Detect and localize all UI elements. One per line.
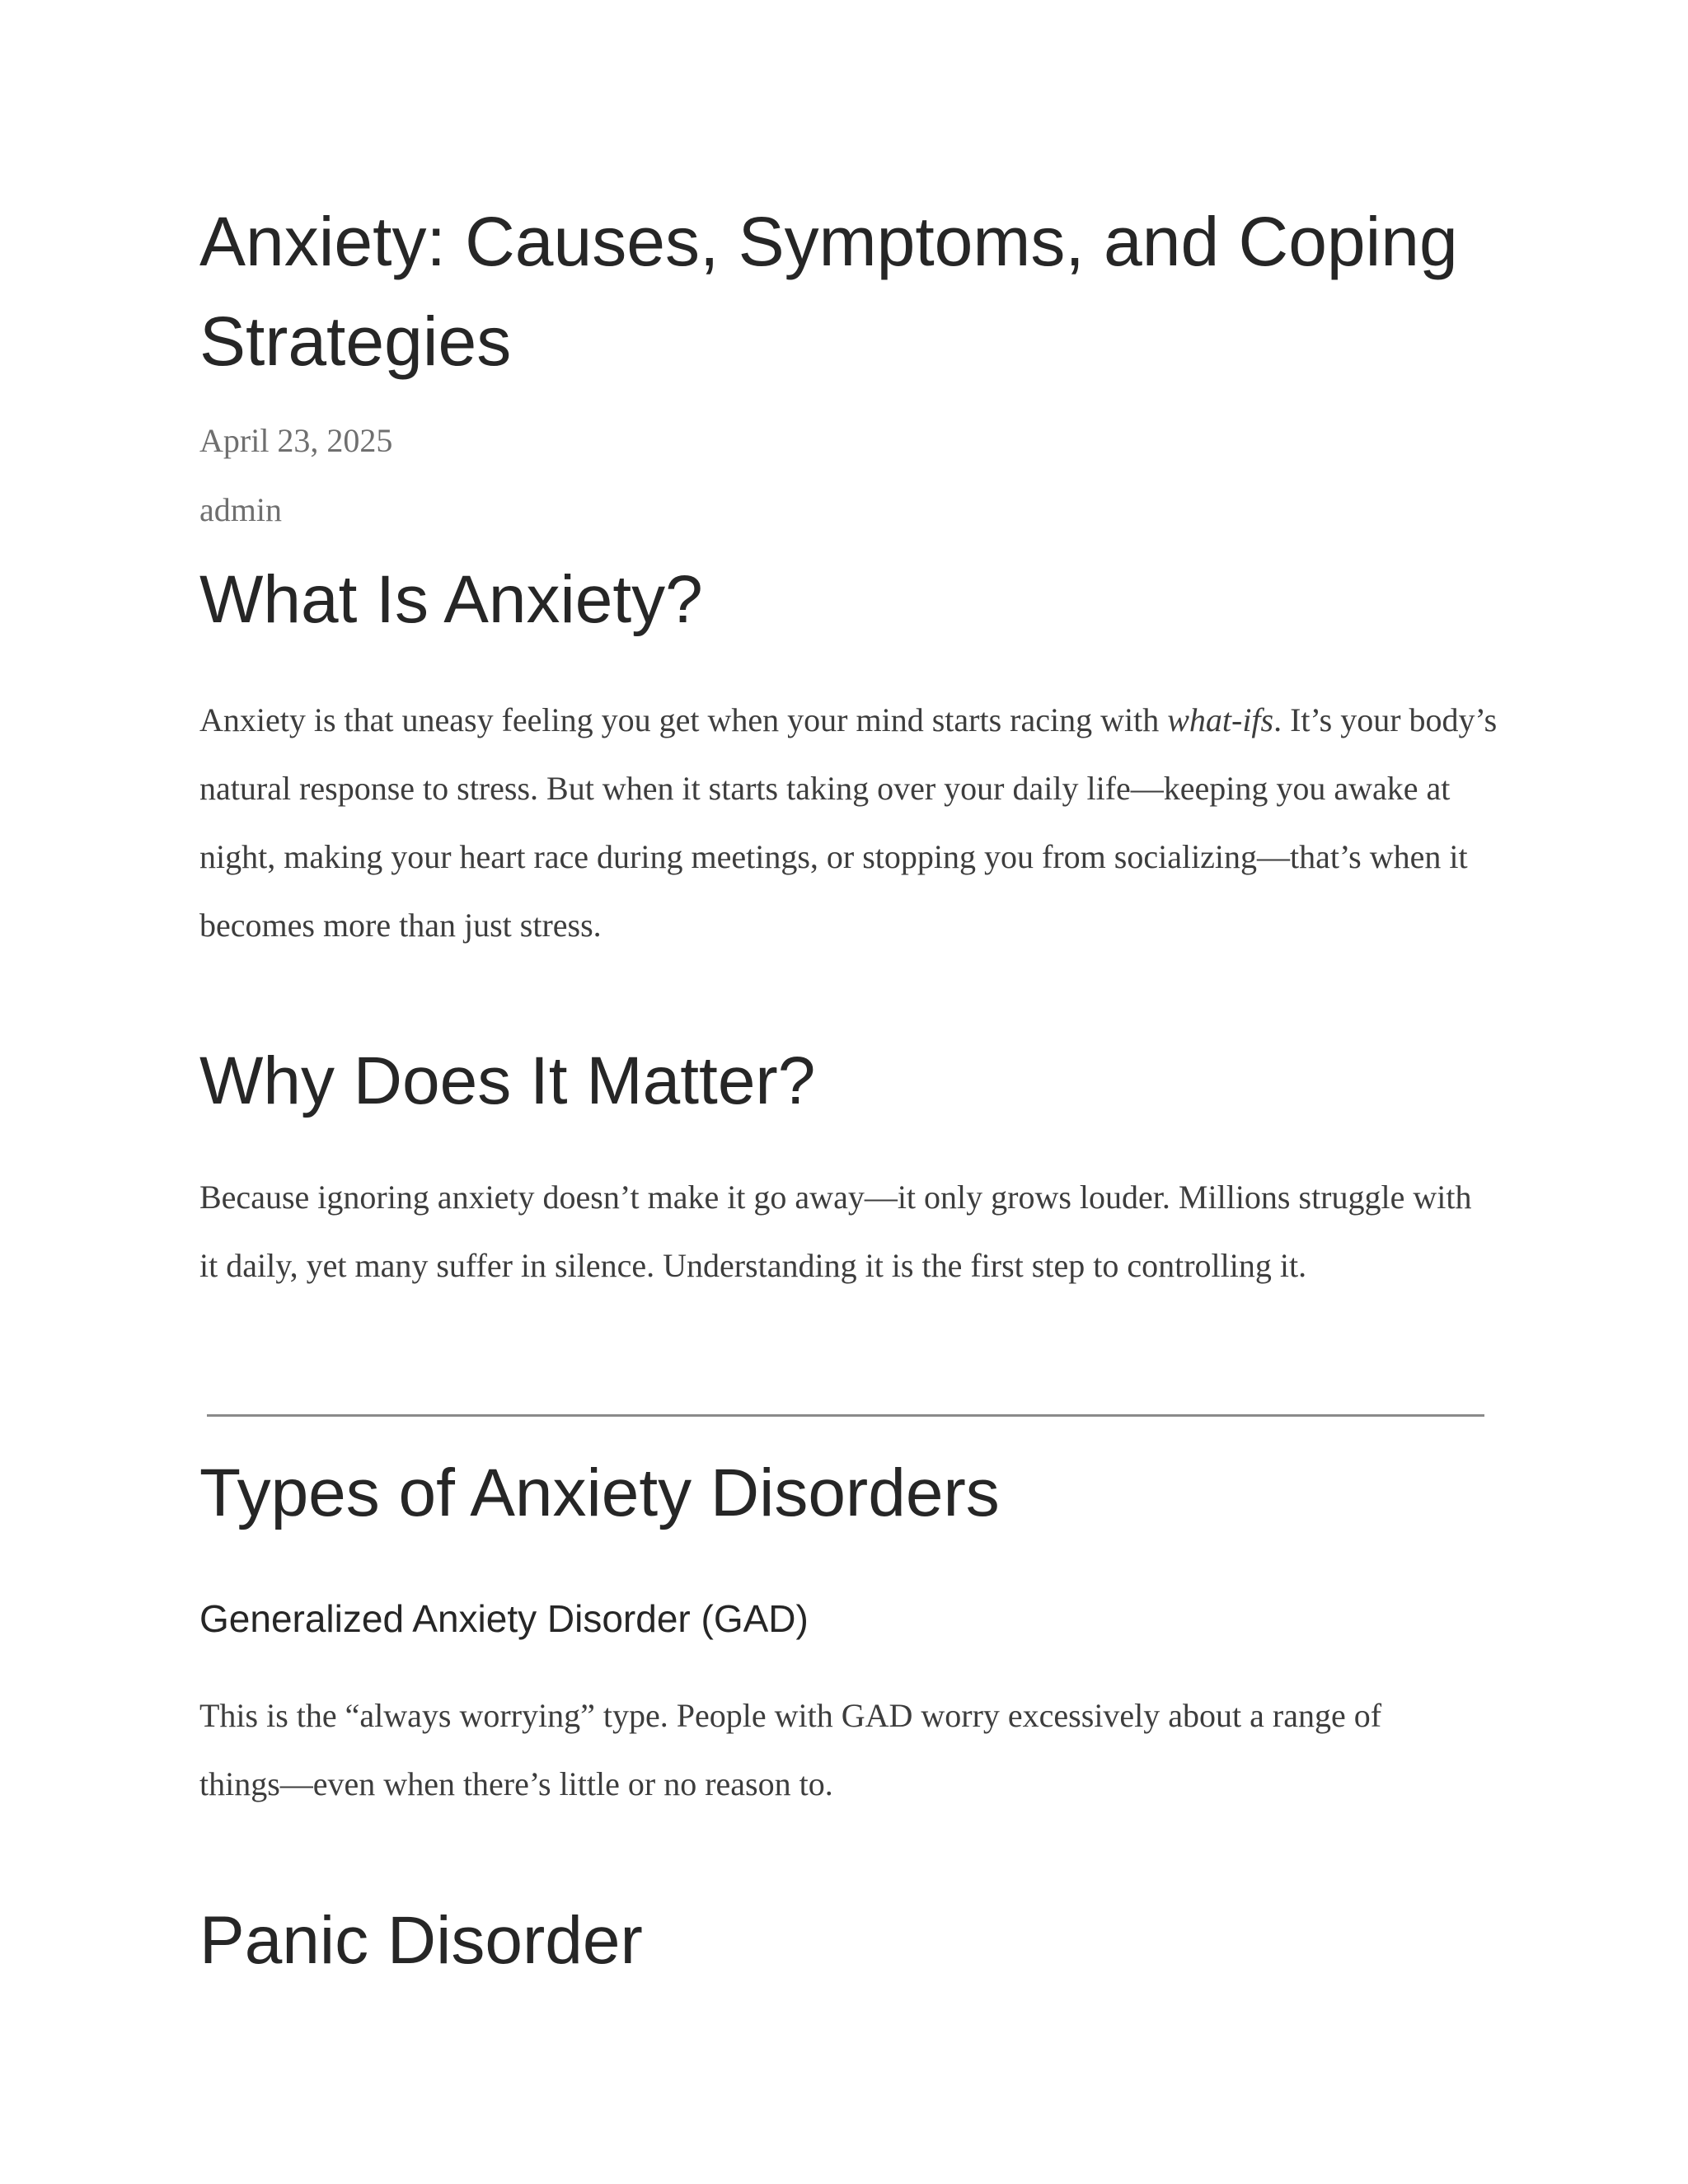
heading-panic-disorder: Panic Disorder [199, 1903, 643, 1978]
paragraph-what-is-anxiety [199, 686, 1502, 959]
emphasis-what-ifs: what-ifs [1167, 701, 1274, 738]
article-author[interactable]: admin [199, 491, 282, 528]
article-date[interactable]: April 23, 2025 [199, 422, 393, 459]
section-divider [207, 1414, 1484, 1417]
heading-what-is-anxiety: What Is Anxiety? [199, 562, 703, 637]
heading-why-does-it-matter: Why Does It Matter? [199, 1043, 816, 1118]
paragraph-text-start: Anxiety is that uneasy feeling you get when your mind starts racing with [199, 701, 1168, 738]
paragraph-gad: This is the “always worrying” type. People with GAD worry excessively about a range of things—even when there’s little or no reason to. [199, 1697, 1382, 1802]
article-title: Anxiety: Causes, Symptoms, and Coping Strategies [199, 203, 1458, 380]
heading-gad: Generalized Anxiety Disorder (GAD) [199, 1597, 809, 1640]
paragraph-why-does-it-matter: Because ignoring anxiety doesn’t make it go away—it only grows louder. Millions struggle with it daily, yet many suffer in silence. Understanding it is the first step to controlling it. [199, 1179, 1472, 1284]
paragraph-text-end: . It’s your body’s natural response to stress. But when it starts taking over your daily life—keeping you awake at night, making your heart race during meetings, or stopping you from socializing—that’s when it becomes more than just stress. [199, 701, 1498, 944]
heading-types-of-anxiety: Types of Anxiety Disorders [199, 1455, 1000, 1530]
